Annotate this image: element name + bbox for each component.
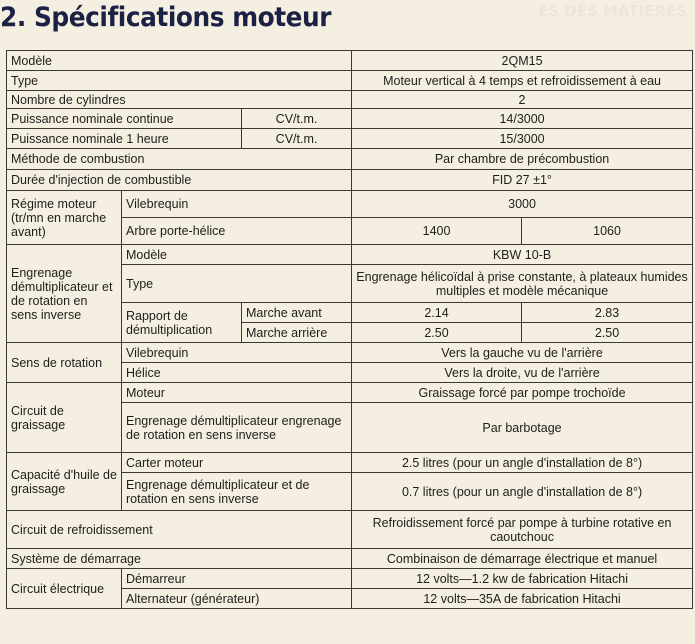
row-value: Refroidissement forcé par pompe à turbine rotative en caoutchouc (352, 511, 693, 549)
row-value: 3000 (352, 191, 693, 218)
row-label: Méthode de combustion (7, 149, 352, 170)
table-row (7, 549, 693, 569)
row-label: Circuit de refroidissement (7, 511, 352, 549)
row-value: 12 volts—35A de fabrication Hitachi (352, 589, 693, 609)
row-label: Type (122, 265, 352, 303)
row-value: Vers la gauche vu de l'arrière (352, 343, 693, 363)
row-label: Alternateur (générateur) (122, 589, 352, 609)
row-label: Modèle (122, 245, 352, 265)
row-unit: CV/t.m. (242, 109, 352, 129)
table-row (7, 453, 693, 473)
table-row (7, 511, 693, 549)
row-value: Graissage forcé par pompe trochoïde (352, 383, 693, 403)
table-row (7, 129, 693, 149)
row-value: 2 (352, 91, 693, 109)
row-label: Vilebrequin (122, 191, 352, 218)
row-value: 1400 (352, 218, 522, 245)
table-row (7, 191, 693, 218)
table-row (7, 383, 693, 403)
table-row (7, 245, 693, 265)
row-value: 2.83 (522, 303, 693, 323)
group-label: Régime moteur (tr/mn en marche avant) (7, 191, 122, 245)
row-label: Puissance nominale continue (7, 109, 242, 129)
row-label: Moteur (122, 383, 352, 403)
row-label: Système de démarrage (7, 549, 352, 569)
row-label: Engrenage démultiplicateur engrenage de rotation en sens inverse (122, 403, 352, 453)
row-value: 15/3000 (352, 129, 693, 149)
row-value: Par barbotage (352, 403, 693, 453)
row-value: KBW 10-B (352, 245, 693, 265)
row-label: Durée d'injection de combustible (7, 170, 352, 191)
row-unit: CV/t.m. (242, 129, 352, 149)
row-value: 12 volts—1.2 kw de fabrication Hitachi (352, 569, 693, 589)
group-label: Capacité d'huile de graissage (7, 453, 122, 511)
row-label: Vilebrequin (122, 343, 352, 363)
page-title: 2. Spécifications moteur (0, 2, 332, 33)
bleed-through-heading: ES DES MATIERES (537, 2, 687, 20)
row-sublabel: Marche arrière (242, 323, 352, 343)
row-label: Arbre porte-hélice (122, 218, 352, 245)
table-row (7, 91, 693, 109)
group-label: Circuit de graissage (7, 383, 122, 453)
group-label: Engrenage démultiplicateur et de rotation en sens inverse (7, 245, 122, 343)
row-label: Rapport de démultiplication (122, 303, 242, 343)
table-row (7, 170, 693, 191)
row-value: 0.7 litres (pour un angle d'installation de 8°) (352, 473, 693, 511)
group-label: Circuit électrique (7, 569, 122, 609)
table-row (7, 51, 693, 71)
engine-specifications-table (6, 50, 693, 609)
table-row (7, 149, 693, 170)
row-label: Hélice (122, 363, 352, 383)
row-label: Puissance nominale 1 heure (7, 129, 242, 149)
row-value: FID 27 ±1° (352, 170, 693, 191)
row-label: Nombre de cylindres (7, 91, 352, 109)
row-value: 2.50 (522, 323, 693, 343)
row-value: 2QM15 (352, 51, 693, 71)
row-value: 14/3000 (352, 109, 693, 129)
row-value: Vers la droite, vu de l'arrière (352, 363, 693, 383)
table-row (7, 109, 693, 129)
row-label: Modèle (7, 51, 352, 71)
row-value: 1060 (522, 218, 693, 245)
table-row (7, 569, 693, 589)
row-value: 2.14 (352, 303, 522, 323)
row-value: 2.5 litres (pour un angle d'installation de 8°) (352, 453, 693, 473)
row-label: Engrenage démultiplicateur et de rotation en sens inverse (122, 473, 352, 511)
row-value: Combinaison de démarrage électrique et manuel (352, 549, 693, 569)
table-row (7, 71, 693, 91)
row-label: Type (7, 71, 352, 91)
row-label: Carter moteur (122, 453, 352, 473)
table-row (7, 343, 693, 363)
row-value: Engrenage hélicoïdal à prise constante, à plateaux humides multiples et modèle mécanique (352, 265, 693, 303)
row-label: Démarreur (122, 569, 352, 589)
group-label: Sens de rotation (7, 343, 122, 383)
row-value: Par chambre de précombustion (352, 149, 693, 170)
row-sublabel: Marche avant (242, 303, 352, 323)
row-value: 2.50 (352, 323, 522, 343)
row-value: Moteur vertical à 4 temps et refroidissement à eau (352, 71, 693, 91)
